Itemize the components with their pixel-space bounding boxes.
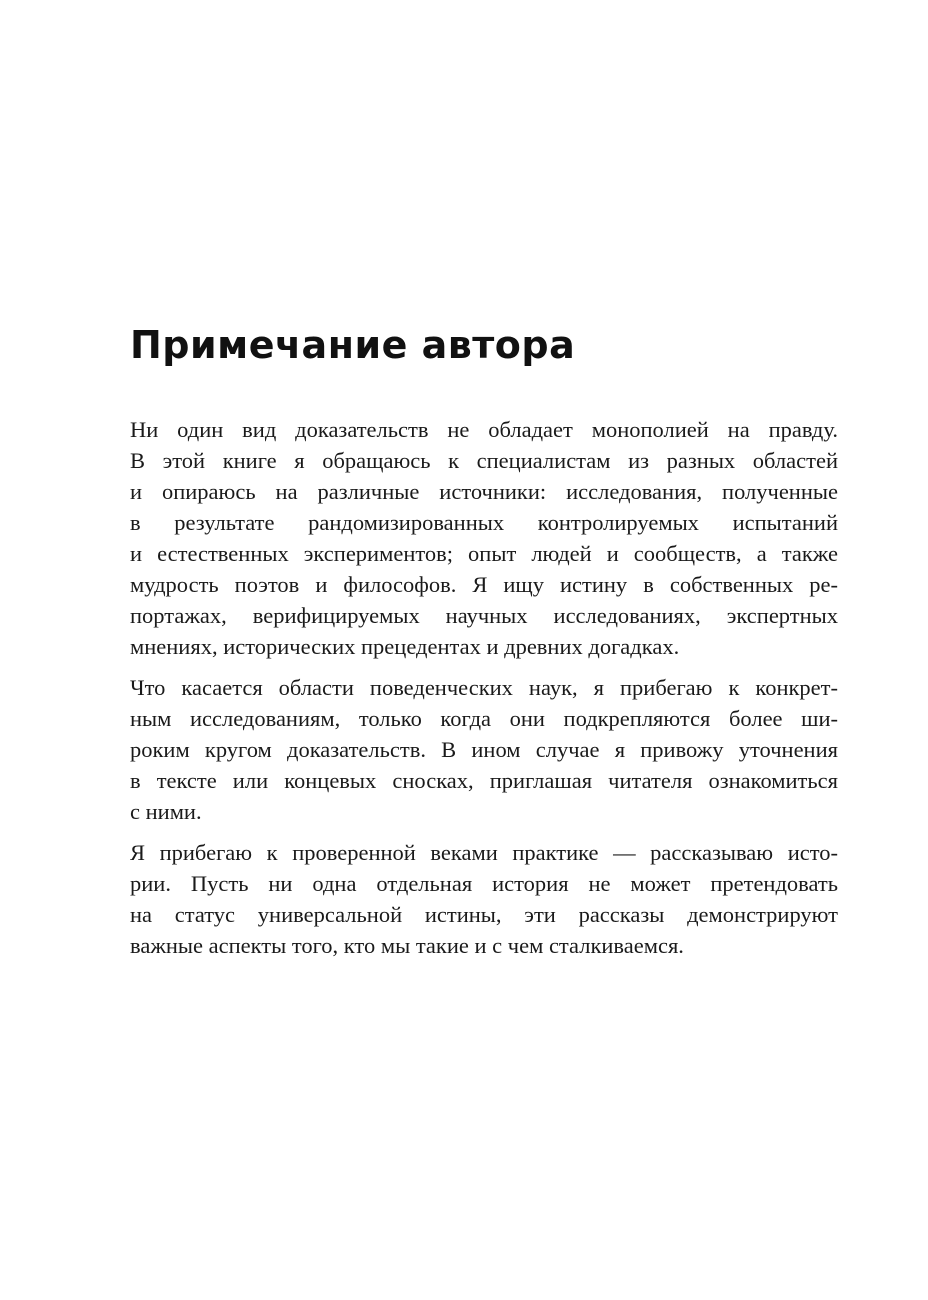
text-line: в тексте или концевых сносках, приглашая читателя ознакомиться — [130, 768, 838, 793]
page-title: Примечание автора — [130, 323, 576, 367]
text-line: важные аспекты того, кто мы такие и с чем сталкиваемся. — [130, 933, 684, 958]
text-line: мнениях, исторических прецедентах и древних догадках. — [130, 634, 680, 659]
text-line: роким кругом доказательств. В ином случае я привожу уточнения — [130, 737, 838, 762]
text-line: портажах, верифицируемых научных исследованиях, экспертных — [130, 603, 838, 628]
text-line: Ни один вид доказательств не обладает монополией на правду. — [130, 417, 838, 442]
paragraph-2 — [130, 672, 838, 827]
paragraph-3 — [130, 837, 838, 961]
text-line: Что касается области поведенческих наук, я прибегаю к конкрет- — [130, 675, 838, 700]
text-line: на статус универсальной истины, эти рассказы демонстрируют — [130, 902, 838, 927]
text-line: и естественных экспериментов; опыт людей и сообществ, а также — [130, 541, 838, 566]
text-line: В этой книге я обращаюсь к специалистам из разных областей — [130, 448, 838, 473]
text-line: мудрость поэтов и философов. Я ищу истину в собственных ре- — [130, 572, 838, 597]
text-line: рии. Пусть ни одна отдельная история не может претендовать — [130, 871, 838, 896]
paragraph-1 — [130, 414, 838, 662]
body-text — [130, 414, 838, 971]
text-line: ным исследованиям, только когда они подкрепляются более ши- — [130, 706, 838, 731]
text-line: Я прибегаю к проверенной веками практике — рассказываю исто- — [130, 840, 838, 865]
text-line: в результате рандомизированных контролируемых испытаний — [130, 510, 838, 535]
text-line: с ними. — [130, 799, 202, 824]
text-line: и опираюсь на различные источники: исследования, полученные — [130, 479, 838, 504]
